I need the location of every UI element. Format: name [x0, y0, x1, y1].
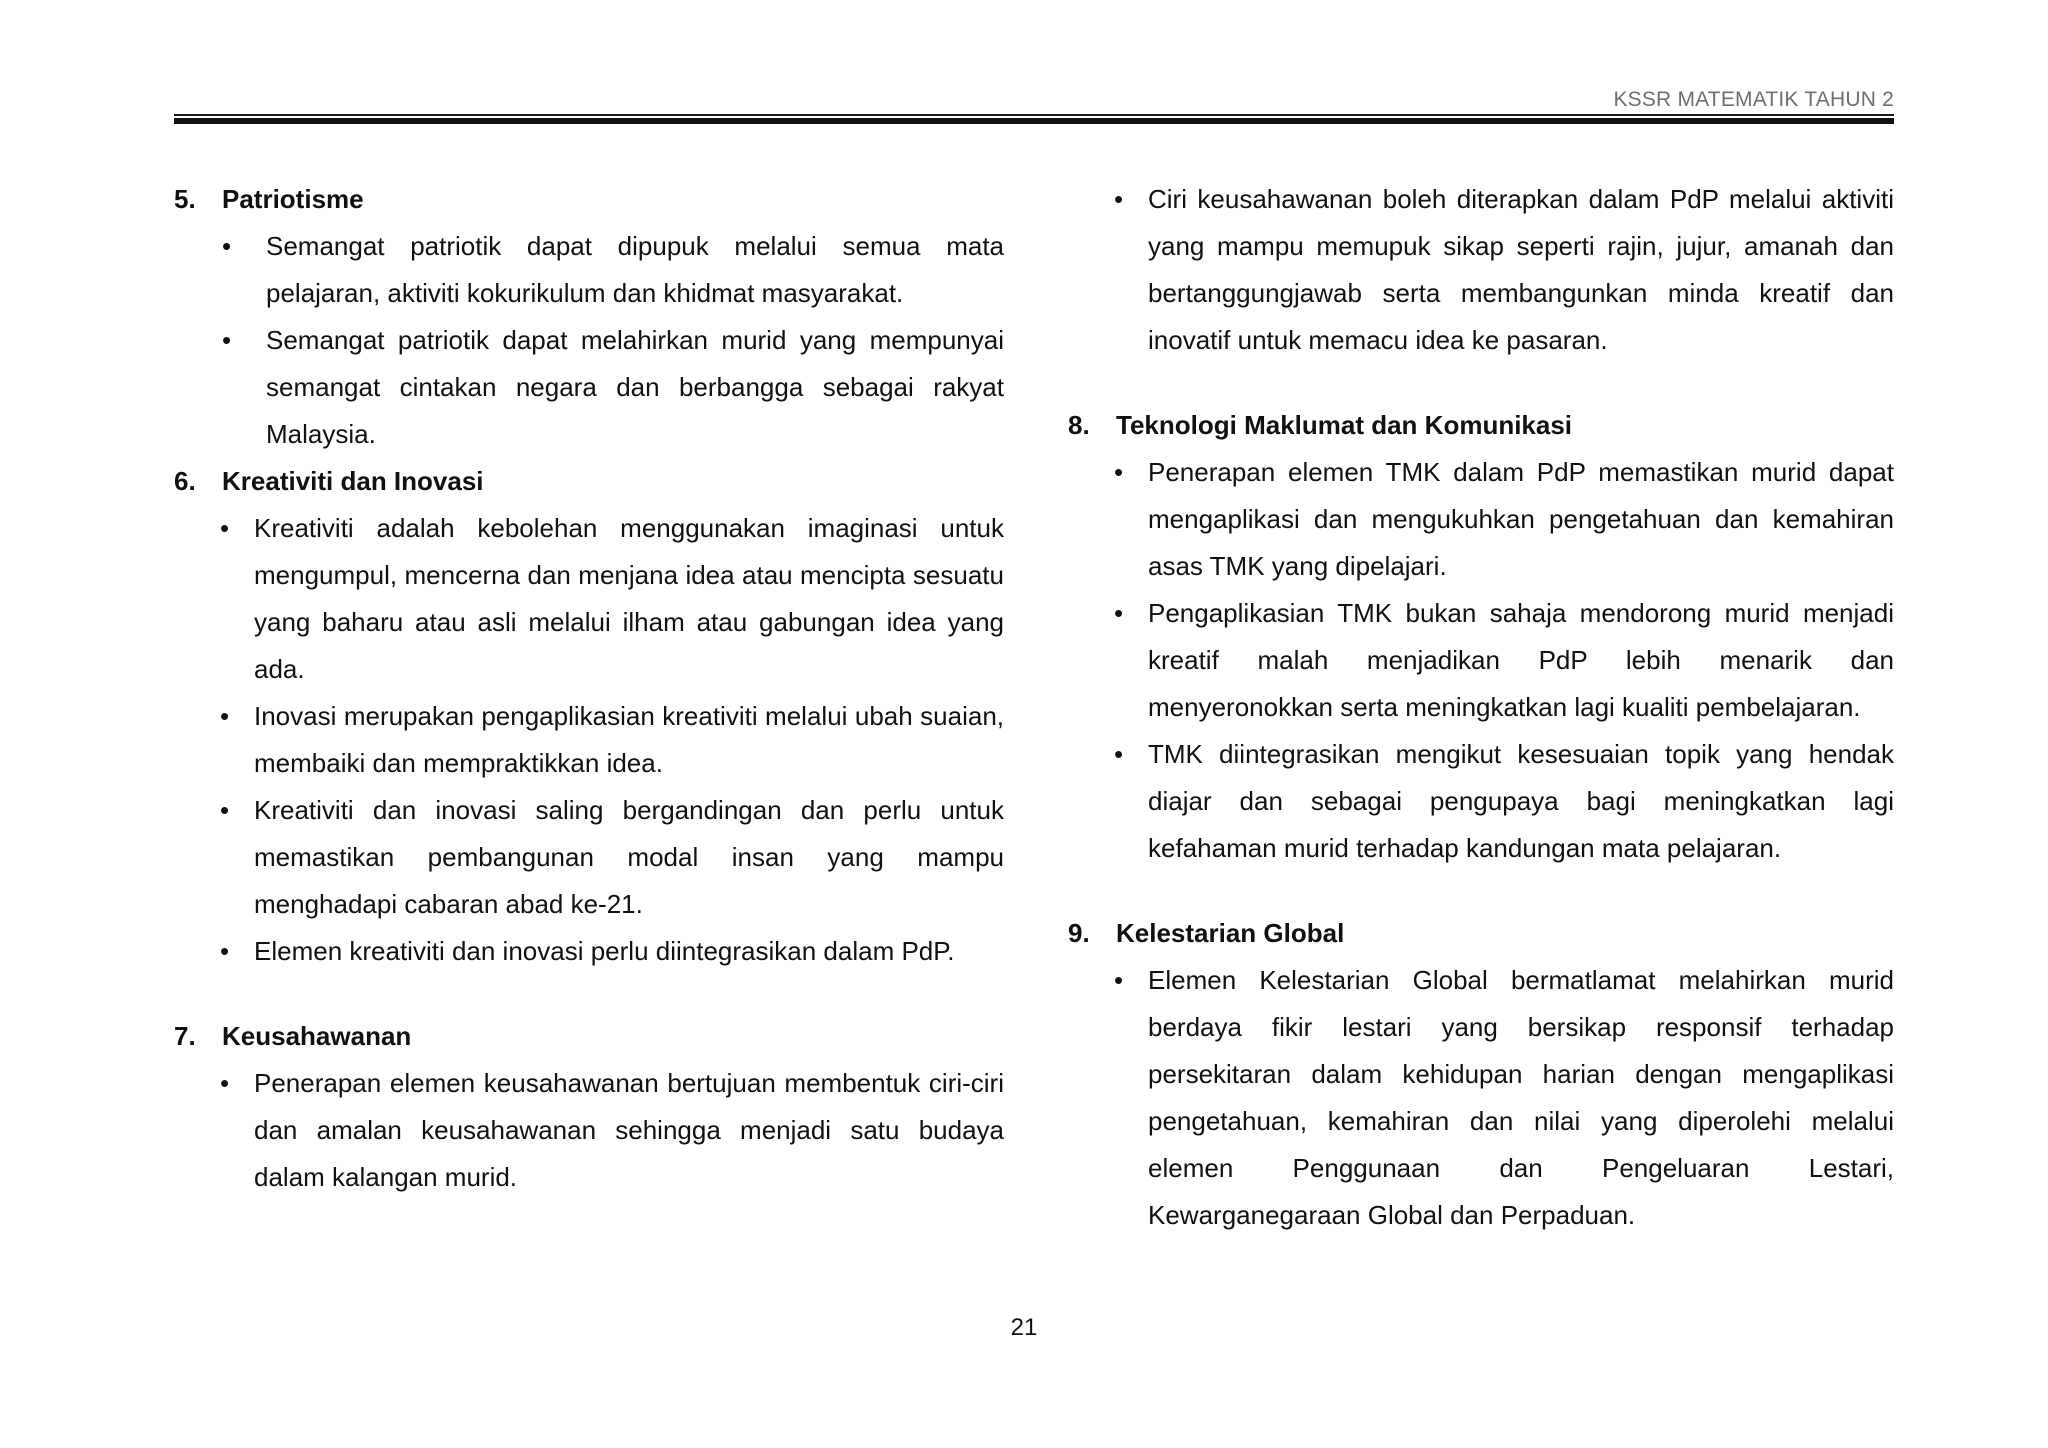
section-heading	[174, 458, 1004, 505]
section-spacer	[174, 975, 1004, 1013]
bullet-item: • Penerapan elemen TMK dalam PdP memastikan murid dapat mengaplikasi dan mengukuhkan pengetahuan dan kemahiran asas TMK yang dipelajari.	[1068, 449, 1894, 590]
section-heading	[1068, 402, 1894, 449]
section-number: 9.	[1068, 918, 1090, 948]
section-number: 8.	[1068, 410, 1090, 440]
section-keusahawanan	[174, 1013, 1004, 1201]
section-title: Teknologi Maklumat dan Komunikasi	[1116, 410, 1573, 440]
section-title: Patriotisme	[222, 184, 364, 214]
header-rule-thin	[174, 114, 1894, 116]
bullet-item: • Pengaplikasian TMK bukan sahaja mendorong murid menjadi kreatif malah menjadikan PdP lebih menarik dan menyeronokkan serta meningkatkan lagi kualiti pembelajaran.	[1068, 590, 1894, 731]
section-heading	[174, 1013, 1004, 1060]
section-spacer	[1068, 364, 1894, 402]
bullet-item: • Penerapan elemen keusahawanan bertujuan membentuk ciri-ciri dan amalan keusahawanan sehingga menjadi satu budaya dalam kalangan murid.	[174, 1060, 1004, 1201]
section-spacer	[1068, 872, 1894, 910]
header-title: KSSR MATEMATIK TAHUN 2	[1613, 88, 1894, 111]
section-heading	[1068, 910, 1894, 957]
section-title: Kreativiti dan Inovasi	[222, 466, 484, 496]
bullet-item: • Ciri keusahawanan boleh diterapkan dalam PdP melalui aktiviti yang mampu memupuk sikap seperti rajin, jujur, amanah dan bertanggungjawab serta membangunkan minda kreatif dan inovatif untuk memacu idea ke pasaran.	[1068, 176, 1894, 364]
section-title: Kelestarian Global	[1116, 918, 1345, 948]
page-number: 21	[1010, 1314, 1038, 1341]
bullet-item: • Inovasi merupakan pengaplikasian kreativiti melalui ubah suaian, membaiki dan mempraktikkan idea.	[174, 693, 1004, 787]
bullet-item: • Kreativiti adalah kebolehan menggunakan imaginasi untuk mengumpul, mencerna dan menjana idea atau mencipta sesuatu yang baharu atau asli melalui ilham atau gabungan idea yang ada.	[174, 505, 1004, 693]
bullet-list	[174, 505, 1004, 975]
bullet-list	[1068, 449, 1894, 872]
bullet-item: • TMK diintegrasikan mengikut kesesuaian topik yang hendak diajar dan sebagai pengupaya bagi meningkatkan lagi kefahaman murid terhadap kandungan mata pelajaran.	[1068, 731, 1894, 872]
bullet-list-continued	[1068, 176, 1894, 364]
section-title: Keusahawanan	[222, 1021, 412, 1051]
section-patriotisme	[174, 176, 1004, 458]
section-kelestarian-global	[1068, 910, 1894, 1239]
bullet-list	[1068, 957, 1894, 1239]
header-rule-thick	[174, 118, 1894, 124]
section-number: 7.	[174, 1021, 196, 1051]
bullet-item: • Elemen kreativiti dan inovasi perlu diintegrasikan dalam PdP.	[174, 928, 1004, 975]
bullet-list	[174, 1060, 1004, 1201]
left-column	[174, 176, 1004, 1201]
bullet-item: • Semangat patriotik dapat dipupuk melalui semua mata pelajaran, aktiviti kokurikulum dan khidmat masyarakat.	[174, 223, 1004, 317]
bullet-item: • Elemen Kelestarian Global bermatlamat melahirkan murid berdaya fikir lestari yang bersikap responsif terhadap persekitaran dalam kehidupan harian dengan mengaplikasi pengetahuan, kemahiran dan nilai yang diperolehi melalui elemen Penggunaan dan Pengeluaran Lestari, Kewarganegaraan Global dan Perpaduan.	[1068, 957, 1894, 1239]
bullet-item: • Semangat patriotik dapat melahirkan murid yang mempunyai semangat cintakan negara dan berbangga sebagai rakyat Malaysia.	[174, 317, 1004, 458]
section-tmk	[1068, 402, 1894, 872]
section-number: 6.	[174, 466, 196, 496]
right-column	[1068, 176, 1894, 1239]
section-number: 5.	[174, 184, 196, 214]
section-kreativiti-dan-inovasi	[174, 458, 1004, 975]
bullet-list	[174, 223, 1004, 458]
bullet-item: • Kreativiti dan inovasi saling bergandingan dan perlu untuk memastikan pembangunan modal insan yang mampu menghadapi cabaran abad ke-21.	[174, 787, 1004, 928]
section-heading	[174, 176, 1004, 223]
